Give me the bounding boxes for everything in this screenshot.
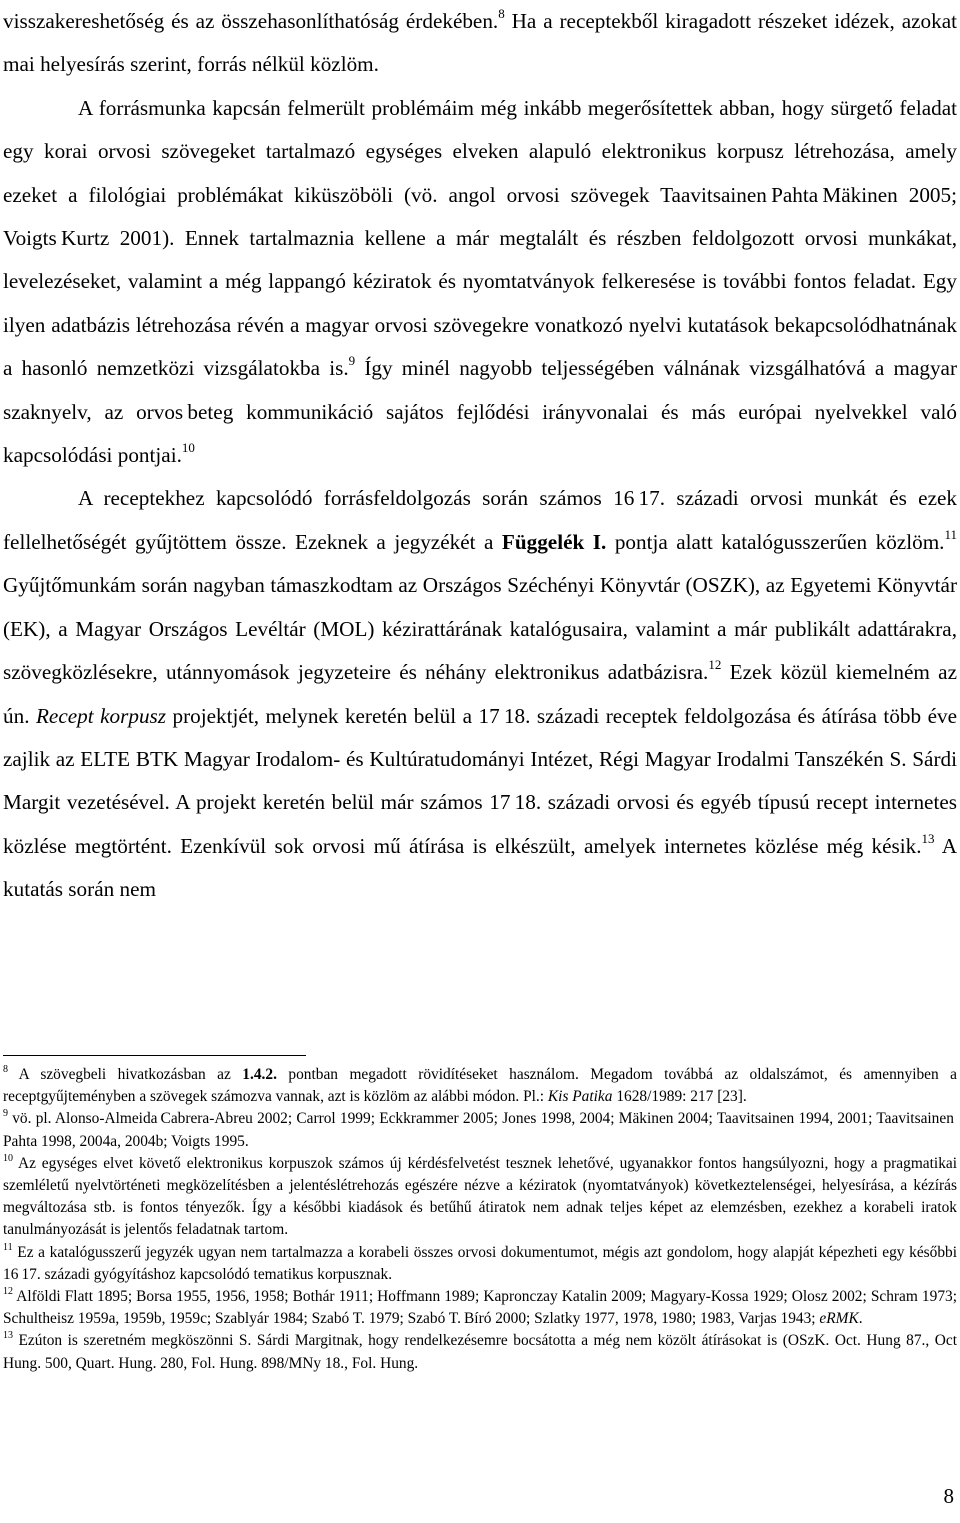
footnote-10 (3, 1153, 957, 1242)
body-text (3, 0, 957, 912)
footnote-number: 12 (3, 1285, 13, 1297)
footnote-12 (3, 1286, 957, 1330)
footnote-number: 11 (3, 1241, 13, 1253)
footnote-9 (3, 1108, 957, 1152)
source-title: Kis Patika (547, 1088, 613, 1106)
footnote-ref-8[interactable]: 8 (498, 5, 505, 21)
footnotes (3, 1064, 957, 1375)
page-number: 8 (943, 1484, 954, 1508)
paragraph-text: A receptekhez kapcsolódó forrásfeldolgozás során számos 16 17. századi orvosi munkát és ezek fellelhetőségét gyűjtöttem össze. Ezeknek a jegyzékét a (3, 486, 957, 554)
footnote-text: Ez a katalógusszerű jegyzék ugyan nem tartalmazza a korabeli összes orvosi dokumentumot, mégis azt gondolom, hogy alapját képezheti egy későbbi 16 17. századi gyógyításhoz kapcsolódó tematikus korpusznak. (3, 1243, 957, 1283)
appendix-reference: Függelék I. (501, 529, 607, 554)
paragraph-text: visszakereshetőség és az összehasonlíthatóság érdekében. (3, 9, 499, 33)
footnote-number: 10 (3, 1152, 13, 1164)
paragraph-text: A forrásmunka kapcsán felmerült problémáim még inkább megerősítettek abban, hogy sürgető feladat egy korai orvosi szövegeket tartalmazó egységes elveken alapuló elektronikus korpusz létrehozása, amely ezeket a filológiai problémákat kiküszöböli (vö. angol orvosi szövegek Taavitsainen Pahta Mäkinen 2005; Voigts Kurtz 2001). Ennek tartalmaznia kellene a már megtalált és részben feldolgozott orvosi munkákat, levelezéseket, valamint a még lappangó kéziratok és nyomtatványok felkeresése is további fontos feladat. Egy ilyen adatbázis létrehozása révén a magyar orvosi szövegekre vonatkozó nyelvi kutatások bekapcsolódhatnának a hasonló nemzetközi vizsgálatokba is. (3, 95, 957, 381)
source-title: eRMK (819, 1310, 859, 1328)
paragraph-text: Ha a receptekből kiragadott részeket idézek, azokat mai helyesírás szerint, forrás nélkül közlöm. (3, 9, 957, 77)
paragraph-text: projektjét, melynek keretén belül a 17 18. századi receptek feldolgozása és átírása több éve zajlik az ELTE BTK Magyar Irodalom- és Kultúratudományi Intézet, Régi Magyar Irodalmi Tanszékén S. Sárdi Margit vezetésével. A projekt keretén belül már számos 17 18. századi orvosi és egyéb típusú recept internetes közlése megtörtént. Ezenkívül sok orvosi mű átírása is elkészült, amelyek internetes közlése még késik. (3, 703, 957, 858)
footnote-text: Alföldi Flatt 1895; Borsa 1955, 1956, 1958; Bothár 1911; Hoffmann 1989; Kapronczay Katalin 2009; Magyary-Kossa 1929; Olosz 2002; Schram 1973; Schultheisz 1959a, 1959b, 1959c; Szablyár 1984; Szabó T. 1979; Szabó T. Bíró 2000; Szlatky 1977, 1978, 1980; 1983, Varjas 1943; (3, 1288, 957, 1328)
paragraph-text: Így minél nagyobb teljességében válnának vizsgálhatóvá a magyar szaknyelv, az orvos beteg kommunikáció sajátos fejlődési irányvonalai és más európai nyelvekkel való kapcsolódási pontjai. (3, 356, 957, 468)
paragraph-1 (3, 0, 957, 87)
footnote-number: 8 (3, 1063, 8, 1075)
footnote-11 (3, 1242, 957, 1286)
section-reference: 1.4.2. (242, 1066, 277, 1083)
footnote-ref-9[interactable]: 9 (348, 353, 356, 369)
paragraph-text: A kutatás során nem (3, 833, 957, 902)
footnote-text: pontban megadott rövidítéseket használom. Megadom továbbá az oldalszámot, és amennyiben a receptgyűjteményben a szövegek számozva vannak, azt is közlöm az alábbi módon. Pl.: (3, 1066, 957, 1106)
footnote-8 (3, 1064, 957, 1108)
footnote-ref-12[interactable]: 12 (708, 657, 722, 673)
paragraph-3 (3, 477, 957, 911)
footnote-number: 13 (3, 1330, 13, 1342)
footnote-text: A szövegbeli hivatkozásban az (8, 1066, 243, 1083)
project-title: Recept korpusz (35, 703, 167, 728)
paragraph-text: pontja alatt katalógusszerűen közlöm. (606, 529, 945, 554)
footnote-ref-11[interactable]: 11 (944, 526, 958, 542)
paragraph-text: Gyűjtőmunkám során nagyban támaszkodtam az Országos Széchényi Könyvtár (OSZK), az Egyetemi Könyvtár (EK), a Magyar Országos Levéltár (MOL) kézirattárának katalógusaira, valamint a már publikált adattárakra, szövegközlésekre, utánnyomások jegyzeteire és néhány elektronikus adatbázisra. (3, 573, 957, 685)
footnote-text: . (858, 1310, 863, 1328)
footnote-ref-10[interactable]: 10 (181, 440, 195, 455)
footnote-text: vö. pl. Alonso-Almeida Cabrera-Abreu 2002; Carrol 1999; Eckkrammer 2005; Jones 1998, 2004; Mäkinen 2004; Taavitsainen 1994, 2001; Taavitsainen Pahta 1998, 2004a, 2004b; Voigts 1995. (3, 1110, 957, 1150)
footnote-text: 1628/1989: 217 [23]. (612, 1088, 747, 1106)
footnote-text: Ezúton is szeretném megköszönni S. Sárdi Margitnak, hogy rendelkezésemre bocsátotta a még nem közölt átírásokat is (OSzK. Oct. Hung 87., Oct Hung. 500, Quart. Hung. 280, Fol. Hung. 898/MNy 18., Fol. Hung. (3, 1332, 957, 1372)
paragraph-2 (3, 87, 957, 478)
footnote-text: Az egységes elvet követő elektronikus korpuszok számos új kérdésfelvetést tesznek lehetővé, ugyanakkor fontos hangsúlyozni, hogy a pragmatikai szemléletű nyelvtörténeti megközelítésben a jelentéslétrehozás egészére nézve a kéziratok (nyomtatványok) következtelenségei, helyesírása, a kézírás megváltozása stb. is fontos tényezők. Így a későbbi kiadások és betűhű átiratok nem adnak teljes képet az elemzésben, ezekhez a korabeli iratok tanulmányozását is jelentős feladatnak tartom. (3, 1154, 957, 1239)
paragraph-text: Ezek közül kiemelném az ún. (3, 660, 957, 728)
footnote-ref-13[interactable]: 13 (921, 830, 935, 846)
footnote-13 (3, 1330, 957, 1374)
footnote-separator (3, 1055, 306, 1056)
footnote-number: 9 (3, 1108, 8, 1120)
